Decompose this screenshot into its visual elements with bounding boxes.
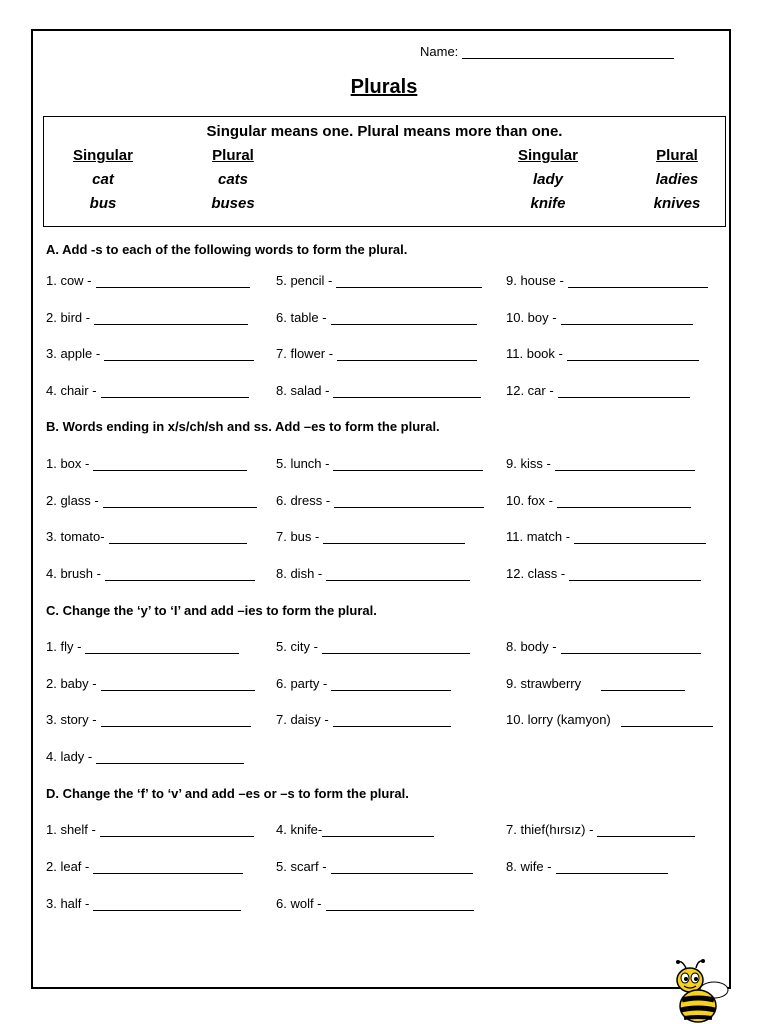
answer-blank[interactable] — [104, 348, 254, 361]
ref-header: Singular — [72, 147, 133, 164]
answer-blank[interactable] — [105, 568, 255, 581]
name-label: Name: — [420, 44, 459, 59]
answer-blank[interactable] — [331, 312, 477, 325]
ref-example: cats — [217, 171, 249, 188]
exercise-item: 7. thief(hırsız) - — [506, 822, 695, 837]
answer-blank[interactable] — [322, 641, 470, 654]
exercise-item: 10. fox - — [506, 493, 691, 508]
exercise-item: 1. box - — [46, 456, 247, 471]
answer-blank[interactable] — [103, 495, 257, 508]
ref-header: Plural — [656, 147, 698, 164]
exercise-item: 2. leaf - — [46, 859, 243, 874]
exercise-item: 4. knife- — [276, 822, 434, 837]
answer-blank[interactable] — [568, 275, 708, 288]
ref-example: ladies — [655, 171, 699, 188]
ref-example: buses — [211, 195, 255, 212]
answer-blank[interactable] — [597, 824, 695, 837]
answer-blank[interactable] — [109, 531, 247, 544]
answer-blank[interactable] — [555, 458, 695, 471]
reference-box — [43, 116, 726, 227]
exercise-item: 3. half - — [46, 896, 241, 911]
ref-example: knives — [653, 195, 701, 212]
exercise-item: 6. party - — [276, 676, 451, 691]
ref-col-singular-2 — [503, 147, 593, 219]
answer-blank[interactable] — [558, 385, 690, 398]
exercise-item: 5. pencil - — [276, 273, 482, 288]
exercise-item: 6. wolf - — [276, 896, 474, 911]
answer-blank[interactable] — [561, 312, 693, 325]
ref-col-singular-1 — [58, 147, 148, 219]
answer-blank[interactable] — [333, 714, 451, 727]
answer-blank[interactable] — [569, 568, 701, 581]
answer-blank[interactable] — [93, 861, 243, 874]
exercise-item: 1. cow - — [46, 273, 250, 288]
reference-statement: Singular means one. Plural means more than one. — [206, 123, 563, 140]
answer-blank[interactable] — [601, 678, 685, 691]
answer-blank[interactable] — [100, 824, 254, 837]
exercise-item: 5. scarf - — [276, 859, 473, 874]
answer-blank[interactable] — [93, 458, 247, 471]
exercise-item: 6. dress - — [276, 493, 484, 508]
ref-header: Singular — [517, 147, 578, 164]
answer-blank[interactable] — [337, 348, 477, 361]
ref-col-plural-1 — [188, 147, 278, 219]
exercise-item: 4. chair - — [46, 383, 249, 398]
answer-blank[interactable] — [101, 385, 249, 398]
exercise-item: 2. bird - — [46, 310, 248, 325]
exercise-item: 1. fly - — [46, 639, 239, 654]
section-d-heading: D. Change the ‘f’ to ‘v’ and add –es or –s to form the plural. — [46, 786, 409, 801]
ref-example: lady — [532, 171, 563, 188]
exercise-item: 8. body - — [506, 639, 701, 654]
exercise-item: 12. class - — [506, 566, 701, 581]
section-b-heading: B. Words ending in x/s/ch/sh and ss. Add –es to form the plural. — [46, 419, 440, 434]
answer-blank[interactable] — [322, 824, 434, 837]
exercise-item: 3. tomato- — [46, 529, 247, 544]
exercise-item: 9. kiss - — [506, 456, 695, 471]
exercise-item: 7. daisy - — [276, 712, 451, 727]
answer-blank[interactable] — [561, 641, 701, 654]
answer-blank[interactable] — [556, 861, 668, 874]
section-c-heading: C. Change the ‘y’ to ‘I’ and add –ies to form the plural. — [46, 603, 377, 618]
answer-blank[interactable] — [333, 458, 483, 471]
answer-blank[interactable] — [101, 714, 251, 727]
answer-blank[interactable] — [93, 898, 241, 911]
exercise-item: 8. salad - — [276, 383, 481, 398]
title-text: Plurals — [350, 76, 418, 98]
exercise-item: 4. lady - — [46, 749, 244, 764]
exercise-item: 9. house - — [506, 273, 708, 288]
page-title — [0, 76, 768, 99]
answer-blank[interactable] — [101, 678, 255, 691]
section-a-heading: A. Add -s to each of the following words to form the plural. — [46, 242, 408, 257]
exercise-item: 12. car - — [506, 383, 690, 398]
exercise-item: 8. dish - — [276, 566, 470, 581]
name-field[interactable] — [420, 44, 674, 59]
answer-blank[interactable] — [557, 495, 691, 508]
ref-example: knife — [530, 195, 566, 212]
exercise-item: 2. baby - — [46, 676, 255, 691]
answer-blank[interactable] — [574, 531, 706, 544]
exercise-item: 11. match - — [506, 529, 706, 544]
exercise-item: 4. brush - — [46, 566, 255, 581]
answer-blank[interactable] — [85, 641, 239, 654]
answer-blank[interactable] — [326, 568, 470, 581]
exercise-item: 5. city - — [276, 639, 470, 654]
name-blank[interactable] — [462, 44, 674, 59]
exercise-item: 3. story - — [46, 712, 251, 727]
exercise-item: 9. strawberry — [506, 676, 685, 691]
exercise-item: 2. glass - — [46, 493, 257, 508]
exercise-item: 1. shelf - — [46, 822, 254, 837]
exercise-item: 11. book - — [506, 346, 699, 361]
ref-header: Plural — [212, 147, 254, 164]
exercise-item: 3. apple - — [46, 346, 254, 361]
answer-blank[interactable] — [331, 678, 451, 691]
exercise-item: 7. bus - — [276, 529, 465, 544]
ref-example: bus — [89, 195, 117, 212]
exercise-item: 8. wife - — [506, 859, 668, 874]
bee-icon — [668, 958, 732, 1024]
answer-blank[interactable] — [621, 714, 713, 727]
answer-blank[interactable] — [334, 495, 484, 508]
answer-blank[interactable] — [331, 861, 473, 874]
exercise-item: 7. flower - — [276, 346, 477, 361]
answer-blank[interactable] — [323, 531, 465, 544]
answer-blank[interactable] — [333, 385, 481, 398]
answer-blank[interactable] — [96, 751, 244, 764]
exercise-item: 5. lunch - — [276, 456, 483, 471]
answer-blank[interactable] — [336, 275, 482, 288]
answer-blank[interactable] — [96, 275, 250, 288]
exercise-item: 10. boy - — [506, 310, 693, 325]
exercise-item: 6. table - — [276, 310, 477, 325]
ref-example: cat — [92, 171, 114, 188]
ref-col-plural-2 — [632, 147, 722, 219]
answer-blank[interactable] — [326, 898, 474, 911]
exercise-item: 10. lorry (kamyon) — [506, 712, 713, 727]
answer-blank[interactable] — [567, 348, 699, 361]
answer-blank[interactable] — [94, 312, 248, 325]
